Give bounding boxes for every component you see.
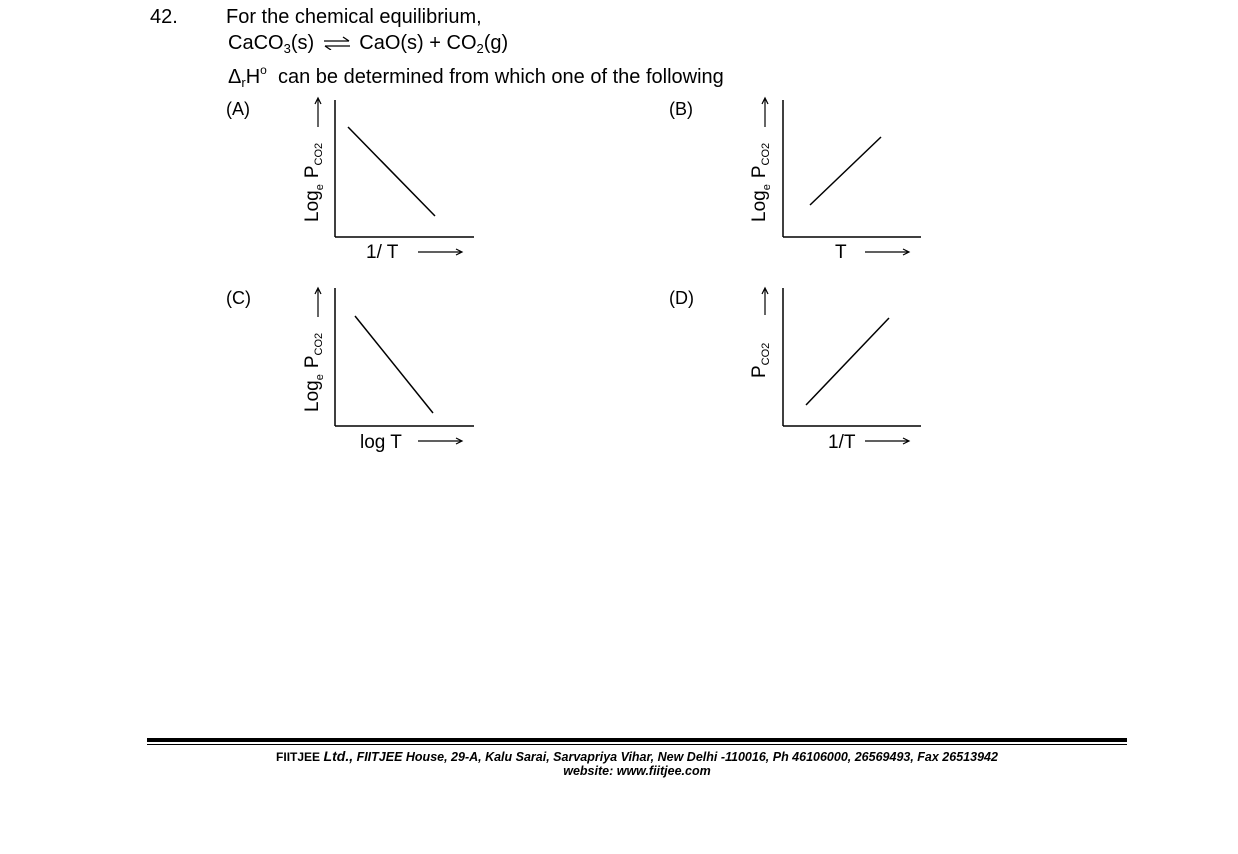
graph-option-c xyxy=(290,285,480,455)
question-prompt: can be determined from which one of the following xyxy=(277,66,724,88)
x-axis-label: log T xyxy=(360,432,402,453)
svg-text:LogePCO2: $Log_eP_{CO2}$ xyxy=(749,142,773,222)
question-number: 42. xyxy=(150,6,178,28)
footer-address-text: FIITJEE House, 29-A, Kalu Sarai, Sarvapriya Vihar, New Delhi -110016, Ph 46106000, 26569493, Fax 26513942 xyxy=(356,750,998,764)
standard-state-superscript: o xyxy=(260,63,267,77)
reactant-state: (s) xyxy=(290,32,315,54)
graph-option-b xyxy=(737,95,927,265)
x-axis-label: T xyxy=(835,242,847,263)
delta-h-question xyxy=(228,63,724,90)
footer-website: website: www.fiitjee.com xyxy=(563,764,711,778)
reactant-formula: CaCO xyxy=(228,32,284,54)
option-c-label: (C) xyxy=(226,288,251,308)
option-d-label: (D) xyxy=(669,288,694,308)
product-subscript: 2 xyxy=(476,41,484,56)
y-axis-label xyxy=(302,143,326,222)
option-a-label: (A) xyxy=(226,99,250,119)
footer-ltd: Ltd., xyxy=(323,748,354,764)
product-state: (g) xyxy=(483,32,509,54)
delta-symbol: Δ xyxy=(228,66,242,88)
x-axis-label: 1/T xyxy=(828,432,856,453)
delta-subscript: r xyxy=(241,75,246,90)
option-b-label: (B) xyxy=(669,99,693,119)
plot-line xyxy=(810,137,881,205)
plot-line xyxy=(355,316,433,413)
x-axis-label: 1/ T xyxy=(366,242,399,263)
reactant-subscript: 3 xyxy=(283,41,291,56)
svg-text:PCO2: $P_{CO2}$ xyxy=(749,342,772,378)
product-formula: CaO(s) + CO xyxy=(359,32,477,54)
enthalpy-symbol: H xyxy=(245,66,261,88)
plot-line xyxy=(806,318,889,405)
y-axis-label xyxy=(749,343,772,378)
chemical-equation xyxy=(228,32,508,55)
graph-option-a xyxy=(290,95,480,265)
y-axis-label xyxy=(302,333,326,412)
question-intro: For the chemical equilibrium, xyxy=(226,6,482,28)
plot-line xyxy=(348,127,435,216)
svg-text:LogePCO2: $Log_eP_{CO2}$ xyxy=(302,142,326,222)
footer-brand: FIITJEE xyxy=(276,750,321,764)
svg-text:LogePCO2: $Log_eP_{CO2}$ xyxy=(302,332,326,412)
footer-divider-thin xyxy=(147,744,1127,745)
footer-address xyxy=(147,748,1127,764)
y-axis-label xyxy=(749,143,773,222)
equilibrium-arrow-icon xyxy=(322,36,352,50)
footer-divider-thick xyxy=(147,738,1127,742)
graph-option-d xyxy=(737,285,927,455)
